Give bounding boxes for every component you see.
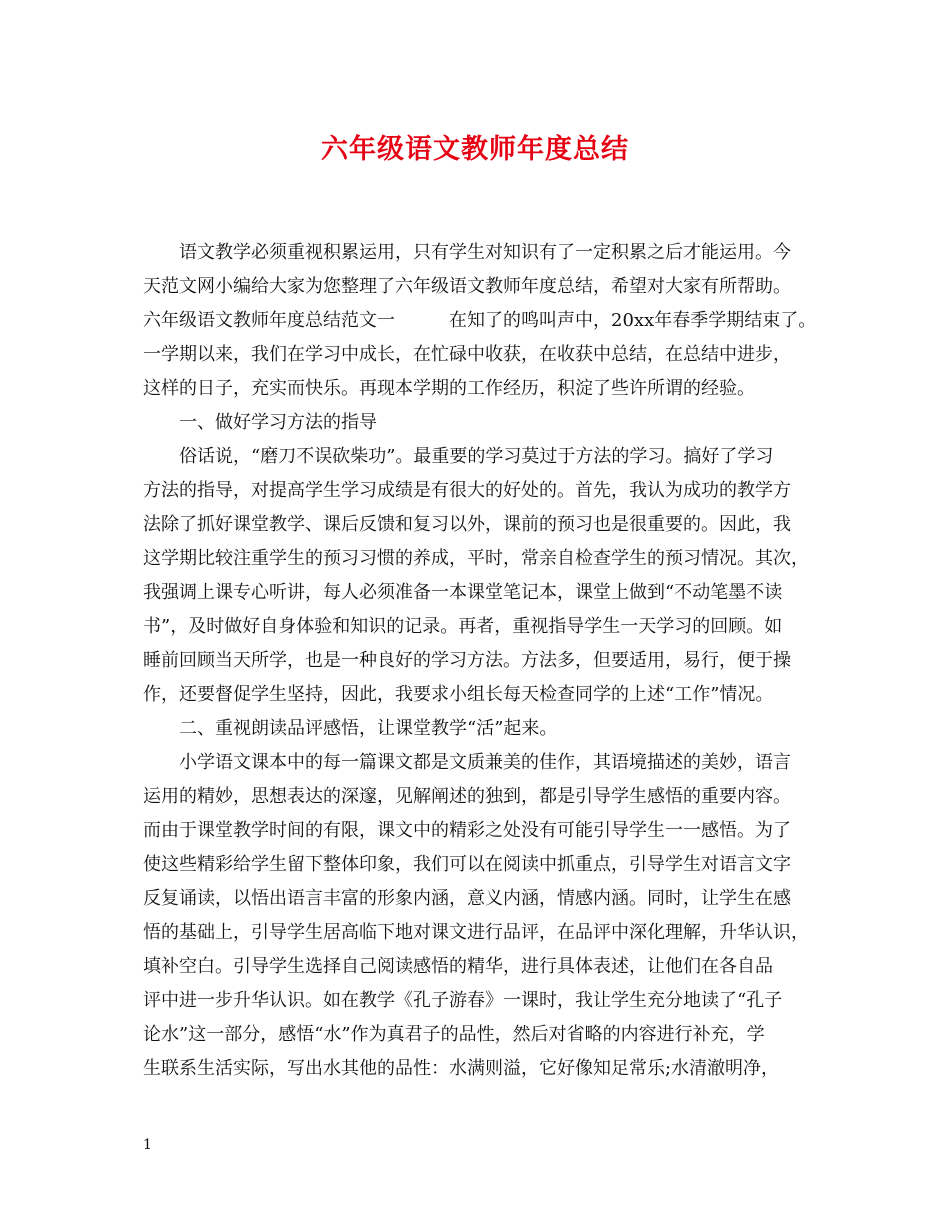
body-line: 而由于课堂教学时间的有限，课文中的精彩之处没有可能引导学生一一感悟。为了 <box>143 820 791 841</box>
body-line: 评中进一步升华认识。如在教学《孔子游春》一课时，我让学生充分地读了“孔子 <box>143 990 783 1011</box>
body-line: 书”，及时做好自身体验和知识的记录。再者，重视指导学生一天学习的回顾。如 <box>143 616 783 637</box>
body-line: 使这些精彩给学生留下整体印象，我们可以在阅读中抓重点，引导学生对语言文字 <box>143 854 791 875</box>
body-line: 悟的基础上，引导学生居高临下地对课文进行品评，在品评中深化理解，升华认识， <box>143 922 809 943</box>
body-line: 作，还要督促学生坚持，因此，我要求小组长每天检查同学的上述“工作”情况。 <box>143 684 774 705</box>
body-line: 反复诵读，以悟出语言丰富的形象内涵，意义内涵，情感内涵。同时，让学生在感 <box>143 888 791 909</box>
body-line: 这学期比较注重学生的预习习惯的养成，平时，常亲自检查学生的预习情况。其次， <box>143 548 809 569</box>
body-line: 运用的精妙，思想表达的深邃，见解阐述的独到，都是引导学生感悟的重要内容。 <box>143 786 791 807</box>
page-number: 1 <box>143 1137 152 1153</box>
body-line: 填补空白。引导学生选择自己阅读感悟的精华，进行具体表述，让他们在各自品 <box>143 956 773 977</box>
body-line: 一学期以来，我们在学习中成长，在忙碌中收获，在收获中总结，在总结中进步， <box>143 344 791 365</box>
document-title: 六年级语文教师年度总结 <box>321 134 629 165</box>
body-line: 小学语文课本中的每一篇课文都是文质兼美的佳作，其语境描述的美妙，语言 <box>143 752 791 773</box>
section-heading: 一、做好学习方法的指导 <box>143 412 377 433</box>
body-line: 天范文网小编给大家为您整理了六年级语文教师年度总结，希望对大家有所帮助。 <box>143 276 791 297</box>
document-body <box>143 236 828 1086</box>
body-line: 俗话说，“磨刀不误砍柴功”。最重要的学习莫过于方法的学习。搞好了学习 <box>143 446 774 467</box>
body-line: 论水”这一部分，感悟“水”作为真君子的品性，然后对省略的内容进行补充，学 <box>143 1024 765 1045</box>
body-line: 生联系生活实际，写出水其他的品性：水满则溢，它好像知足常乐;水清澈明净， <box>143 1058 780 1079</box>
body-line: 语文教学必须重视积累运用，只有学生对知识有了一定积累之后才能运用。今 <box>143 242 791 263</box>
body-line: 我强调上课专心听讲，每人必须准备一本课堂笔记本，课堂上做到“不动笔墨不读 <box>143 582 783 603</box>
body-line: 六年级语文教师年度总结范文一 在知了的鸣叫声中，20xx年春季学期结束了。 <box>143 310 817 331</box>
body-line: 方法的指导，对提高学生学习成绩是有很大的好处的。首先，我认为成功的教学方 <box>143 480 791 501</box>
body-line: 这样的日子，充实而快乐。再现本学期的工作经历，积淀了些许所谓的经验。 <box>143 378 755 399</box>
section-heading: 二、重视朗读品评感悟，让课堂教学“活”起来。 <box>143 718 558 739</box>
body-line: 法除了抓好课堂教学、课后反馈和复习以外，课前的预习也是很重要的。因此，我 <box>143 514 791 535</box>
body-line: 睡前回顾当天所学，也是一种良好的学习方法。方法多，但要适用，易行，便于操 <box>143 650 791 671</box>
